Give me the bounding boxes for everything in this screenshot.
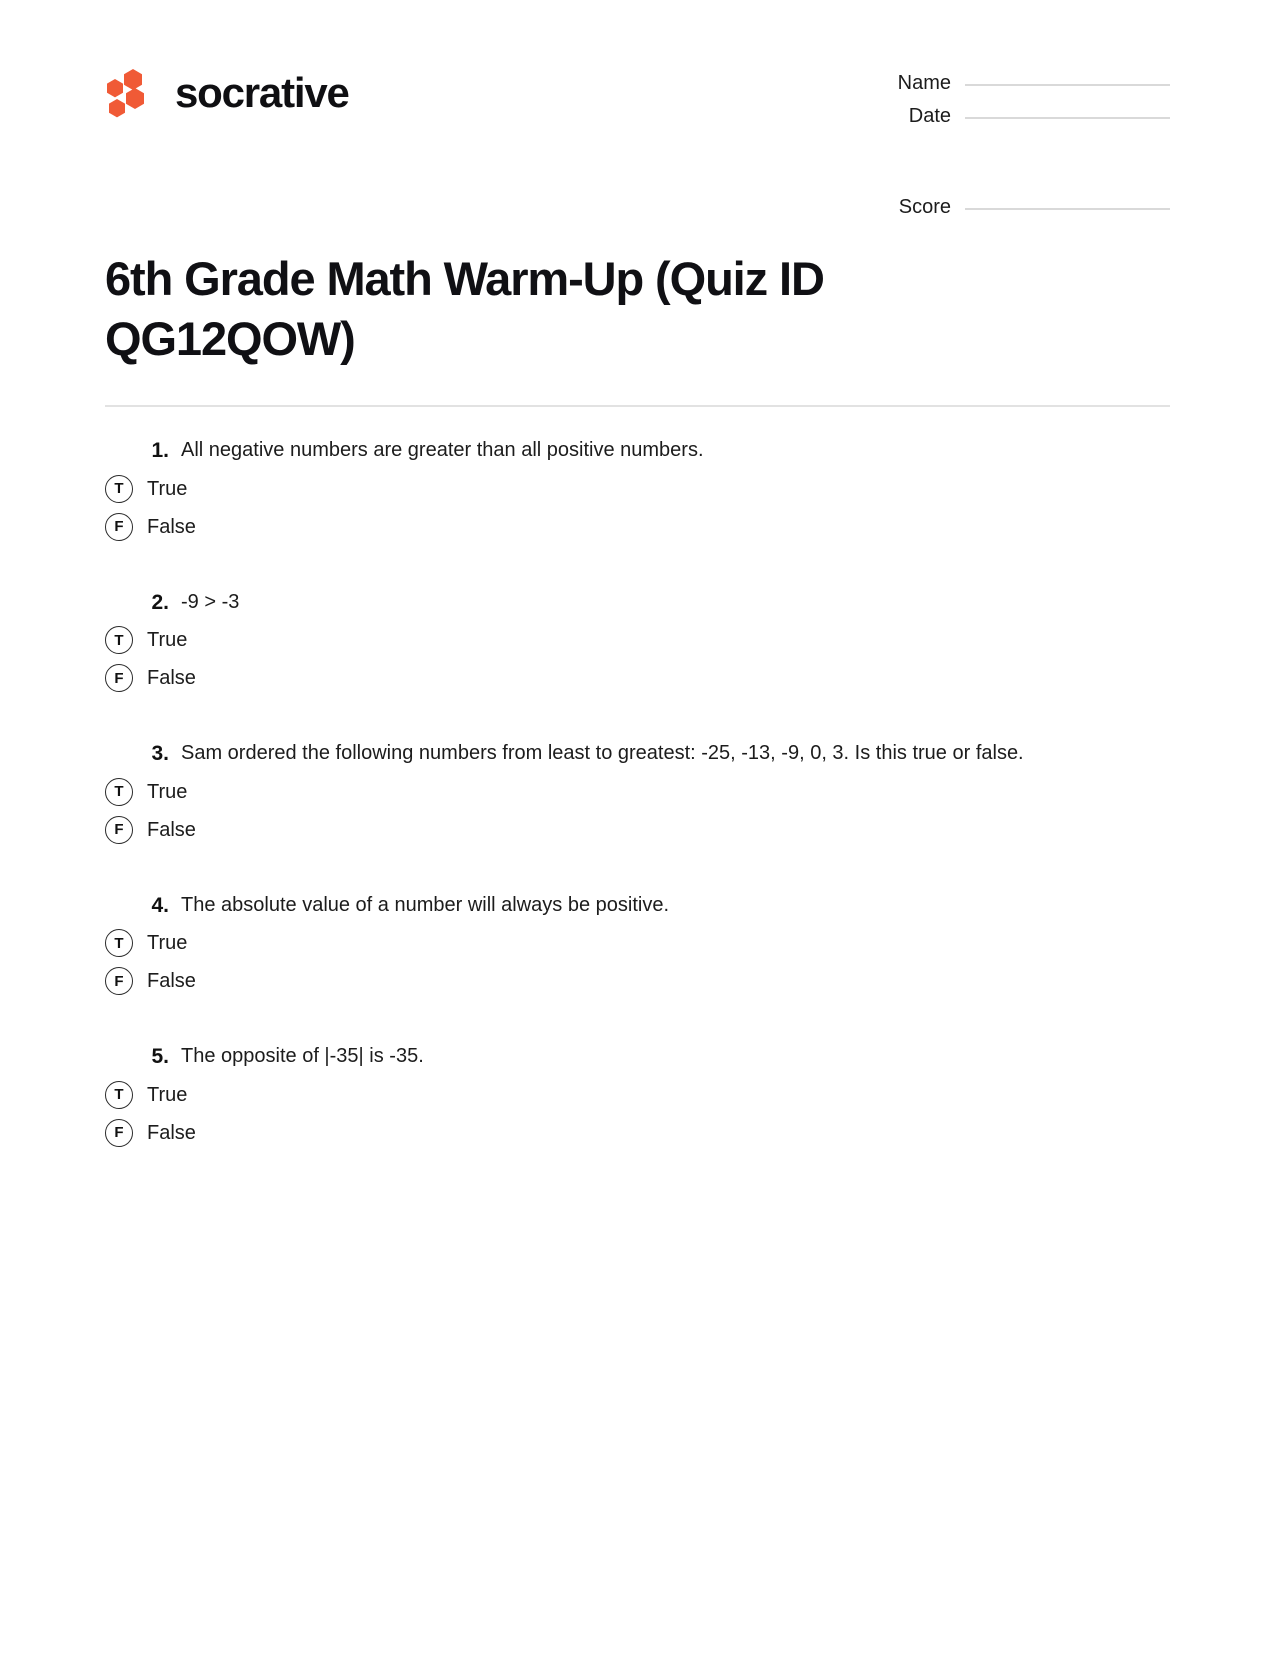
option-label-true: True <box>147 477 188 500</box>
page-title: 6th Grade Math Warm-Up (Quiz ID QG12QOW) <box>105 252 824 366</box>
name-field-label: Name <box>897 72 951 94</box>
question-text: The opposite of |-35| is -35. <box>181 1045 424 1068</box>
student-info-fields <box>860 72 1170 219</box>
score-field-label: Score <box>898 196 951 218</box>
option-bubble-t-icon[interactable]: T <box>105 929 133 957</box>
answer-options <box>105 475 1170 541</box>
option-label-true: True <box>147 629 188 652</box>
option-label-false: False <box>147 1121 196 1144</box>
question-list <box>0 407 1275 1147</box>
option-label-true: True <box>147 1083 188 1106</box>
option-label-false: False <box>147 515 196 538</box>
question-item <box>105 587 1170 693</box>
answer-options <box>105 1081 1170 1147</box>
score-field-row <box>860 196 1170 219</box>
question-item <box>105 738 1170 844</box>
question-number: 3. <box>151 742 169 766</box>
question-item <box>105 1041 1170 1147</box>
page-header <box>0 0 1275 219</box>
option-label-false: False <box>147 970 196 993</box>
answer-option-true[interactable] <box>105 626 1170 654</box>
name-field-line[interactable] <box>965 84 1170 86</box>
socrative-hexagon-cluster-logo-icon <box>105 68 157 118</box>
question-text: -9 > -3 <box>181 590 240 613</box>
answer-option-true[interactable] <box>105 475 1170 503</box>
answer-option-true[interactable] <box>105 1081 1170 1109</box>
option-bubble-t-icon[interactable]: T <box>105 1081 133 1109</box>
answer-option-false[interactable] <box>105 967 1170 995</box>
date-field-row <box>860 105 1170 128</box>
answer-option-false[interactable] <box>105 664 1170 692</box>
question-number: 2. <box>151 590 169 614</box>
answer-options <box>105 778 1170 844</box>
question-item <box>105 890 1170 996</box>
answer-options <box>105 626 1170 692</box>
socrative-logo <box>105 68 349 118</box>
date-field-line[interactable] <box>965 117 1170 119</box>
question-text: The absolute value of a number will always be positive. <box>181 893 670 916</box>
answer-options <box>105 929 1170 995</box>
question-text: Sam ordered the following numbers from least to greatest: -25, -13, -9, 0, 3. Is this true or false. <box>181 742 1024 765</box>
answer-option-true[interactable] <box>105 929 1170 957</box>
answer-option-false[interactable] <box>105 816 1170 844</box>
option-bubble-f-icon[interactable]: F <box>105 513 133 541</box>
answer-option-true[interactable] <box>105 778 1170 806</box>
question-number: 1. <box>151 439 169 463</box>
answer-option-false[interactable] <box>105 1119 1170 1147</box>
question-heading <box>105 435 1170 467</box>
option-bubble-t-icon[interactable]: T <box>105 475 133 503</box>
option-bubble-t-icon[interactable]: T <box>105 626 133 654</box>
option-label-false: False <box>147 667 196 690</box>
title-block <box>0 219 1275 369</box>
question-heading <box>105 890 1170 922</box>
option-bubble-f-icon[interactable]: F <box>105 816 133 844</box>
score-field-line[interactable] <box>965 208 1170 210</box>
question-number: 4. <box>151 893 169 917</box>
question-heading <box>105 1041 1170 1073</box>
option-label-true: True <box>147 780 188 803</box>
option-bubble-f-icon[interactable]: F <box>105 1119 133 1147</box>
option-bubble-t-icon[interactable]: T <box>105 778 133 806</box>
socrative-wordmark: socrative <box>175 69 349 116</box>
option-label-false: False <box>147 818 196 841</box>
question-text: All negative numbers are greater than all positive numbers. <box>181 439 704 462</box>
option-label-true: True <box>147 932 188 955</box>
question-item <box>105 435 1170 541</box>
option-bubble-f-icon[interactable]: F <box>105 664 133 692</box>
question-heading <box>105 587 1170 619</box>
date-field-label: Date <box>908 105 951 127</box>
answer-option-false[interactable] <box>105 513 1170 541</box>
name-field-row <box>860 72 1170 95</box>
question-heading <box>105 738 1170 770</box>
option-bubble-f-icon[interactable]: F <box>105 967 133 995</box>
question-number: 5. <box>151 1045 169 1069</box>
